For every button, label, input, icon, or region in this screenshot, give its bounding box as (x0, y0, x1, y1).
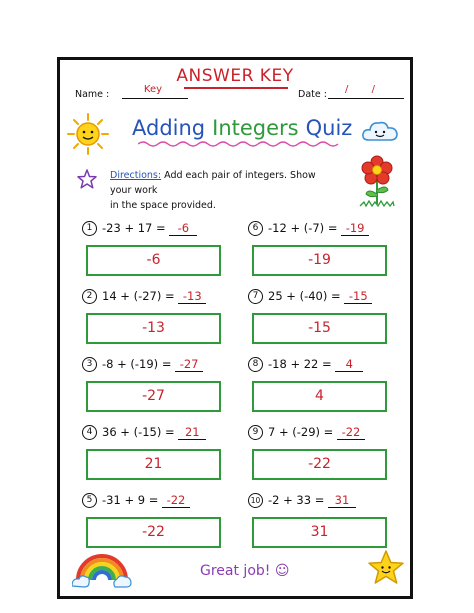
problem-4-equation (82, 425, 206, 440)
problem-7-number: 7 (248, 289, 263, 304)
directions-line-1: Add each pair of integers. Show your work (110, 170, 316, 196)
problem-7-answer: -15 (344, 289, 372, 304)
problem-1-equation (82, 221, 197, 236)
problem-4-number: 4 (82, 425, 97, 440)
problem-2-answer: -13 (178, 289, 206, 304)
problem-10-work-box: 31 (252, 517, 387, 548)
problem-9-number: 9 (248, 425, 263, 440)
problem-5-work-box: -22 (86, 517, 221, 548)
problem-9-equation (248, 425, 365, 440)
problem-1-number: 1 (82, 221, 97, 236)
problem-6-answer: -19 (341, 221, 369, 236)
directions (110, 168, 340, 213)
quiz-title-word-2: Integers (212, 116, 299, 140)
name-label: Name : (75, 89, 110, 100)
sun-icon (66, 112, 110, 156)
problem-10-equation (248, 493, 356, 508)
title-underline (184, 87, 288, 89)
problem-8-answer: 4 (335, 357, 363, 372)
problem-3-answer: -27 (175, 357, 203, 372)
problem-1-expression: -23 + 17 = (102, 221, 166, 235)
star-icon (76, 168, 98, 190)
problem-10-answer: 31 (328, 493, 356, 508)
answer-key-title: ANSWER KEY (176, 66, 294, 86)
problem-8-expression: -18 + 22 = (268, 357, 332, 371)
problem-8-equation (248, 357, 363, 372)
problem-5-expression: -31 + 9 = (102, 493, 159, 507)
date-label: Date : (298, 89, 327, 100)
rainbow-icon (72, 546, 132, 590)
problem-4-work-box: 21 (86, 449, 221, 480)
problem-9-expression: 7 + (-29) = (268, 425, 334, 439)
date-line (328, 98, 404, 99)
problem-6-work-box: -19 (252, 245, 387, 276)
problem-8-work-box: 4 (252, 381, 387, 412)
problem-5-equation (82, 493, 190, 508)
problem-6-equation (248, 221, 369, 236)
flower-icon (356, 154, 398, 212)
problem-3-equation (82, 357, 203, 372)
problem-6-number: 6 (248, 221, 263, 236)
problem-9-work-box: -22 (252, 449, 387, 480)
problem-7-work-box: -15 (252, 313, 387, 344)
name-value: Key (143, 84, 163, 95)
yellow-star-icon (366, 548, 406, 588)
quiz-title-word-1: Adding (132, 116, 206, 140)
wavy-underline (138, 140, 344, 148)
problem-2-equation (82, 289, 206, 304)
name-line (122, 98, 188, 99)
problem-4-expression: 36 + (-15) = (102, 425, 175, 439)
date-value: / / (345, 84, 385, 95)
problem-10-expression: -2 + 33 = (268, 493, 325, 507)
quiz-title-word-3: Quiz (305, 116, 353, 140)
problem-3-expression: -8 + (-19) = (102, 357, 172, 371)
worksheet (57, 57, 413, 599)
problem-9-answer: -22 (337, 425, 365, 440)
great-job-message: Great job! ☺ (200, 563, 290, 579)
problem-1-work-box: -6 (86, 245, 221, 276)
problem-8-number: 8 (248, 357, 263, 372)
cloud-icon (360, 118, 400, 144)
problem-3-work-box: -27 (86, 381, 221, 412)
problem-2-expression: 14 + (-27) = (102, 289, 175, 303)
quiz-title (132, 116, 352, 140)
problem-10-number: 10 (248, 493, 263, 508)
problem-1-answer: -6 (169, 221, 197, 236)
problem-5-number: 5 (82, 493, 97, 508)
problem-2-number: 2 (82, 289, 97, 304)
problem-6-expression: -12 + (-7) = (268, 221, 338, 235)
problem-3-number: 3 (82, 357, 97, 372)
problem-7-expression: 25 + (-40) = (268, 289, 341, 303)
directions-label: Directions: (110, 170, 162, 181)
problem-7-equation (248, 289, 372, 304)
problem-2-work-box: -13 (86, 313, 221, 344)
problem-4-answer: 21 (178, 425, 206, 440)
problem-5-answer: -22 (162, 493, 190, 508)
directions-line-2: in the space provided. (110, 200, 216, 211)
